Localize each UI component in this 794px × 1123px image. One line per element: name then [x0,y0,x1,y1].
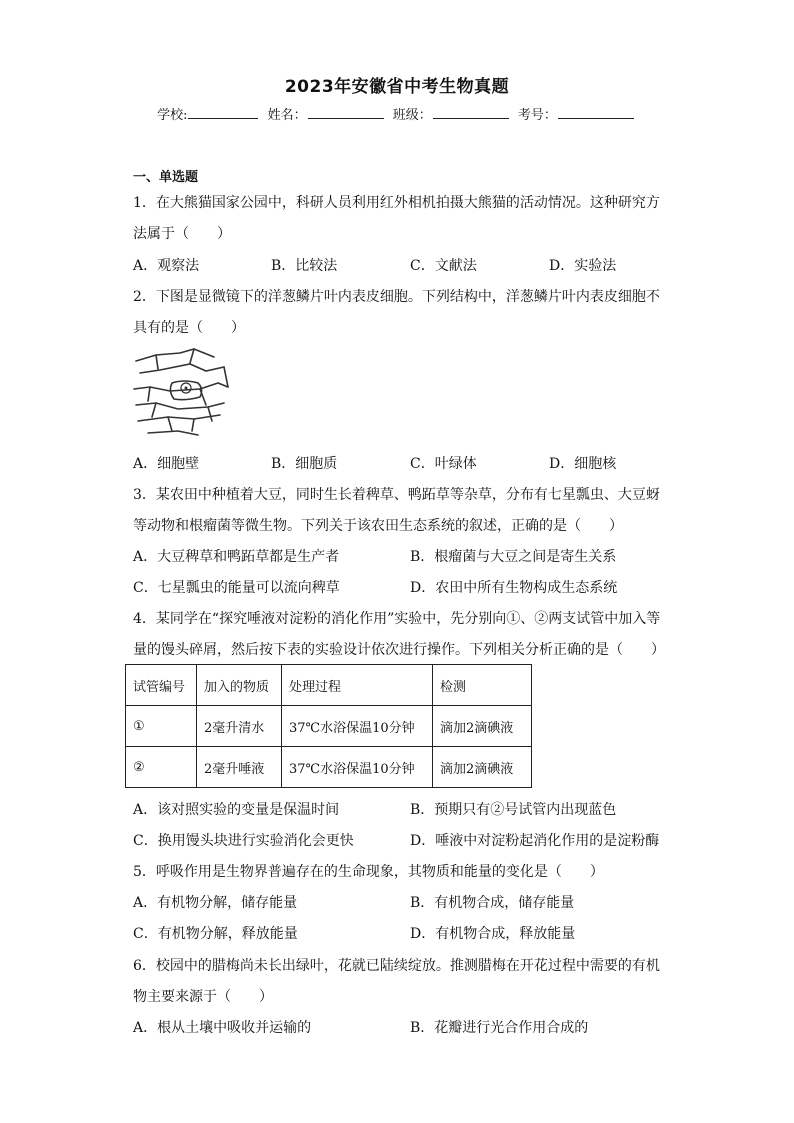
table-header-cell: 加入的物质 [197,665,282,706]
exam-number-blank [558,106,634,119]
table-cell: ② [126,747,197,788]
name-label: 姓名： [267,108,307,123]
question-4-option-a: A．该对照实验的变量是保温时间 [133,802,340,818]
question-5-option-b: B．有机物合成，储存能量 [410,895,575,911]
table-cell: 2毫升清水 [197,706,282,747]
question-2-line-2: 具有的是（ ） [133,320,245,336]
table-header-cell: 试管编号 [126,665,197,706]
question-5-option-c: C．有机物分解，释放能量 [133,926,298,942]
table-cell: 2毫升唾液 [197,747,282,788]
question-4-line-1: 4．某同学在“探究唾液对淀粉的消化作用”实验中，先分别向①、②两支试管中加入等 [133,611,661,627]
school-label: 学校: [157,108,188,123]
section-title: 一、单选题 [133,170,199,185]
table-cell: 37℃水浴保温10分钟 [282,706,433,747]
question-5-option-a: A．有机物分解，储存能量 [133,895,298,911]
question-4-line-2: 量的馒头碎屑，然后按下表的实验设计依次进行操作。下列相关分析正确的是（ ） [133,642,665,658]
question-6-option-b: B．花瓣进行光合作用合成的 [410,1020,589,1036]
school-blank [188,106,258,119]
question-1-option-b: B．比较法 [271,258,338,274]
question-2-option-b: B．细胞质 [271,456,338,472]
question-1-option-a: A．观察法 [133,258,200,274]
question-1-line-1: 1．在大熊猫国家公园中，科研人员利用红外相机拍摄大熊猫的活动情况。这种研究方 [133,195,660,211]
table-header-row [126,665,532,706]
question-4-option-b: B．预期只有②号试管内出现蓝色 [410,802,617,818]
question-2-option-c: C．叶绿体 [410,456,477,472]
question-3-option-b: B．根瘤菌与大豆之间是寄生关系 [410,549,617,565]
question-6-line-1: 6．校园中的腊梅尚未长出绿叶，花就已陆续绽放。推测腊梅在开花过程中需要的有机 [133,958,660,974]
question-2-option-d: D．细胞核 [549,456,617,472]
onion-cell-diagram [128,343,246,443]
table-header-cell: 检测 [433,665,532,706]
question-2-option-a: A．细胞壁 [133,456,200,472]
question-3-option-d: D．农田中所有生物构成生态系统 [410,580,618,596]
class-blank [433,106,509,119]
question-1-line-2: 法属于（ ） [133,226,231,242]
name-blank [308,106,384,119]
table-header-cell: 处理过程 [282,665,433,706]
question-6-option-a: A．根从土壤中吸收并运输的 [133,1020,312,1036]
question-3-option-a: A．大豆稗草和鸭跖草都是生产者 [133,549,340,565]
question-5-line-1: 5．呼吸作用是生物界普遍存在的生命现象，其物质和能量的变化是（ ） [133,864,604,880]
question-1-option-d: D．实验法 [549,258,617,274]
question-4-option-c: C．换用馒头块进行实验消化会更快 [133,833,354,849]
question-3-line-1: 3．某农田中种植着大豆，同时生长着稗草、鸭跖草等杂草，分布有七星瓢虫、大豆蚜 [133,487,660,503]
student-info-line [0,104,794,123]
exam-number-label: 考号： [517,108,557,123]
question-2-line-1: 2．下图是显微镜下的洋葱鳞片叶内表皮细胞。下列结构中，洋葱鳞片叶内表皮细胞不 [133,289,660,305]
question-5-option-d: D．有机物合成，释放能量 [410,926,576,942]
experiment-table [125,664,532,788]
table-cell: 滴加2滴碘液 [433,706,532,747]
question-6-line-2: 物主要来源于（ ） [133,989,273,1005]
table-cell: 37℃水浴保温10分钟 [282,747,433,788]
question-1-option-c: C．文献法 [410,258,477,274]
question-3-line-2: 等动物和根瘤菌等微生物。下列关于该农田生态系统的叙述，正确的是（ ） [133,518,623,534]
table-cell: 滴加2滴碘液 [433,747,532,788]
question-4-option-d: D．唾液中对淀粉起消化作用的是淀粉酶 [410,833,660,849]
page-title: 2023年安徽省中考生物真题 [284,77,510,97]
table-row [126,747,532,788]
question-3-option-c: C．七星瓢虫的能量可以流向稗草 [133,580,340,596]
class-label: 班级： [392,108,432,123]
table-row [126,706,532,747]
table-cell: ① [126,706,197,747]
